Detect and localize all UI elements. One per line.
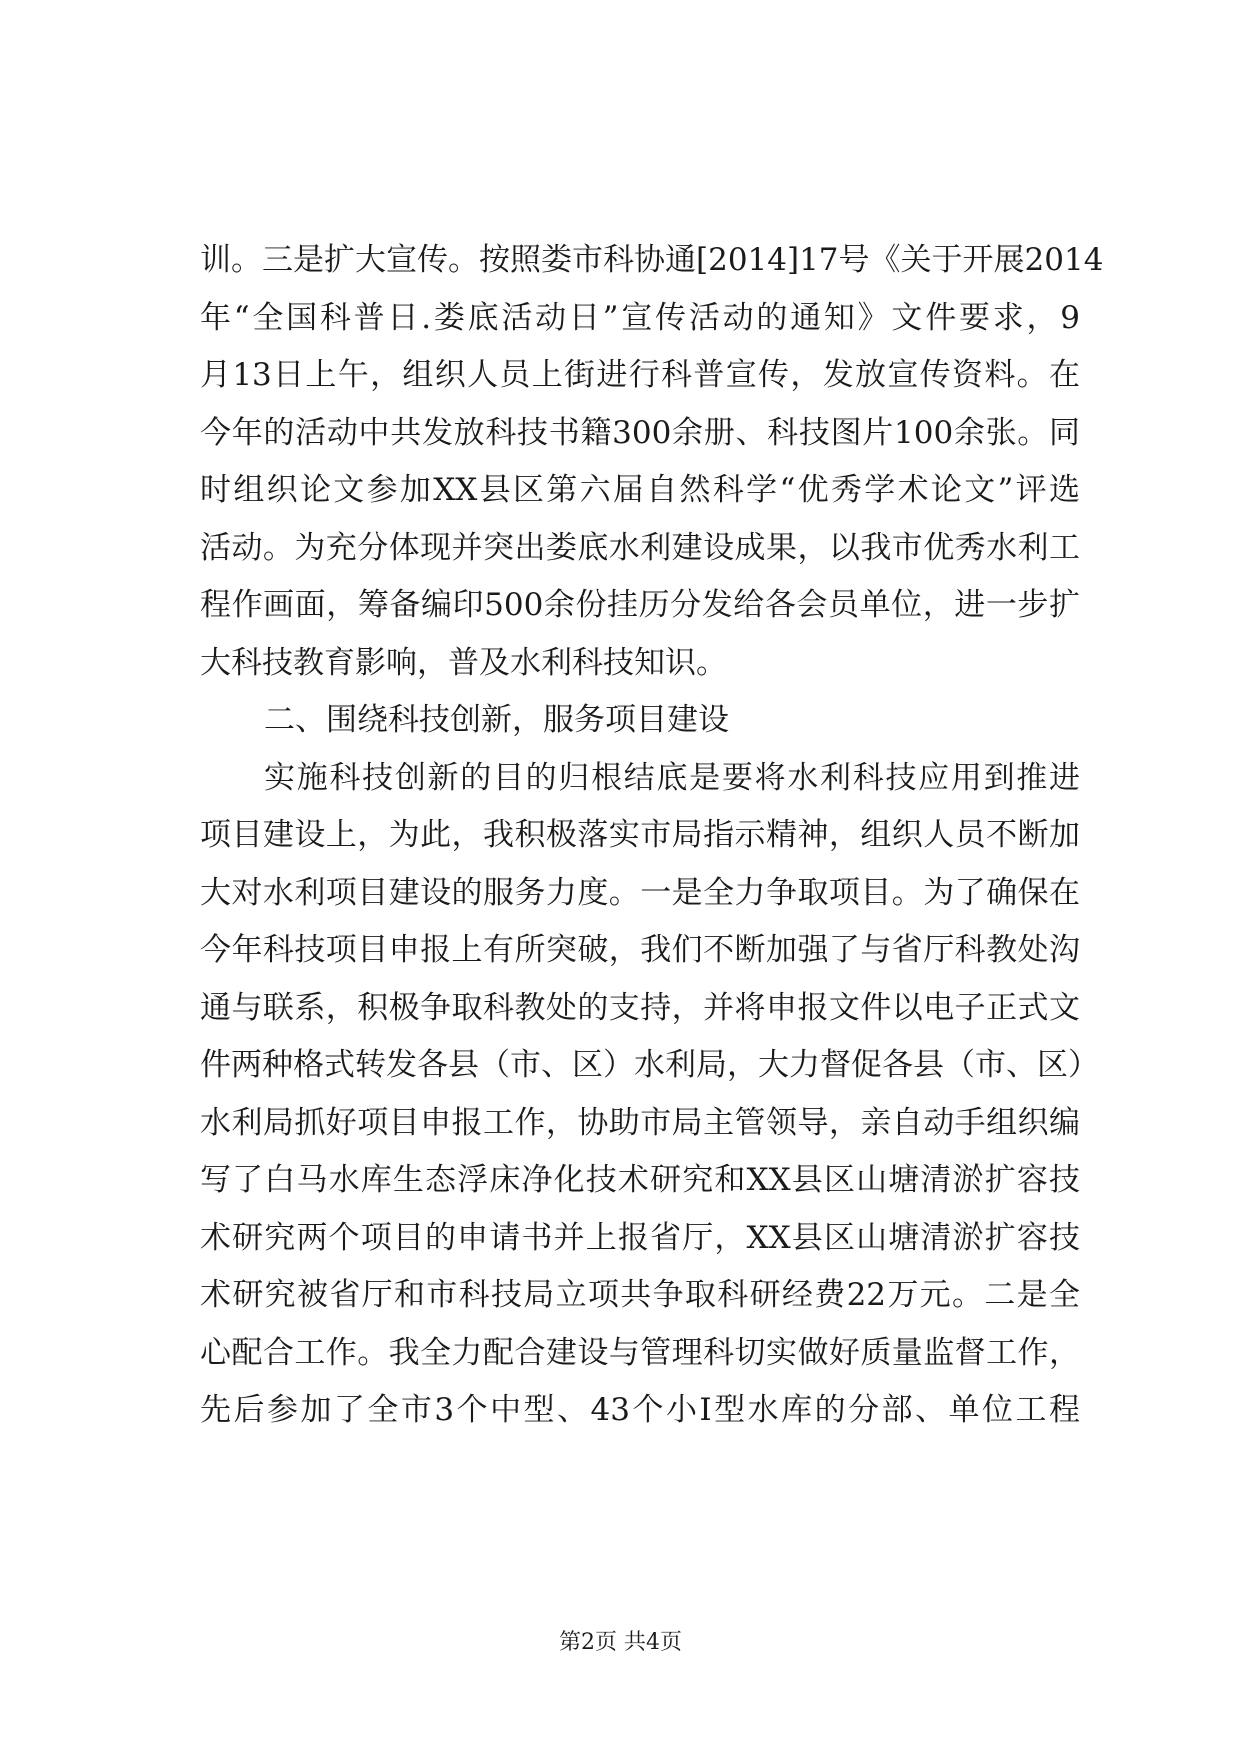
text-line: 术研究被省厅和市科技局立项共争取科研经费22万元。二是全 (200, 1277, 1080, 1313)
text-line: 年“全国科普日.娄底活动日”宣传活动的通知》文件要求，9 (200, 299, 1080, 336)
text-line: 时组织论文参加XX县区第六届自然科学“优秀学术论文”评选 (200, 472, 1080, 508)
text-line: 水利局抓好项目申报工作，协助市局主管领导，亲自动手组织编 (200, 1104, 1080, 1141)
section-heading: 二、围绕科技创新，服务项目建设 (264, 702, 729, 738)
text-line: 心配合工作。我全力配合建设与管理科切实做好质量监督工作， (200, 1334, 1080, 1371)
text-line: 月13日上午，组织人员上街进行科普宣传，发放宣传资料。在 (200, 357, 1080, 393)
text-line: 大对水利项目建设的服务力度。一是全力争取项目。为了确保在 (200, 874, 1080, 911)
text-line: 件两种格式转发各县（市、区）水利局，大力督促各县（市、区） (200, 1047, 1099, 1083)
text-line: 程作画面，筹备编印500余份挂历分发给各会员单位，进一步扩 (200, 587, 1080, 623)
body-text (200, 232, 1104, 1440)
text-line: 大科技教育影响，普及水利科技知识。 (200, 644, 727, 681)
text-line: 术研究两个项目的申请书并上报省厅，XX县区山塘清淤扩容技 (200, 1219, 1080, 1256)
text-line: 实施科技创新的目的归根结底是要将水利科技应用到推进 (264, 759, 1080, 796)
text-line: 活动。为充分体现并突出娄底水利建设成果，以我市优秀水利工 (200, 529, 1080, 566)
text-line: 训。三是扩大宣传。按照娄市科协通[2014]17号《关于开展2014 (200, 242, 1104, 278)
text-line: 项目建设上，为此，我积极落实市局指示精神，组织人员不断加 (200, 817, 1080, 853)
text-line: 通与联系，积极争取科教处的支持，并将申报文件以电子正式文 (200, 989, 1080, 1026)
text-line: 今年的活动中共发放科技书籍300余册、科技图片100余张。同 (200, 414, 1080, 451)
text-line: 先后参加了全市3个中型、43个小Ⅰ型水库的分部、单位工程 (200, 1392, 1080, 1428)
text-line: 写了白马水库生态浮床净化技术研究和XX县区山塘清淤扩容技 (200, 1162, 1080, 1198)
text-line: 今年科技项目申报上有所突破，我们不断加强了与省厅科教处沟 (200, 932, 1080, 968)
page-number-footer: 第2页 共4页 (559, 1630, 682, 1655)
